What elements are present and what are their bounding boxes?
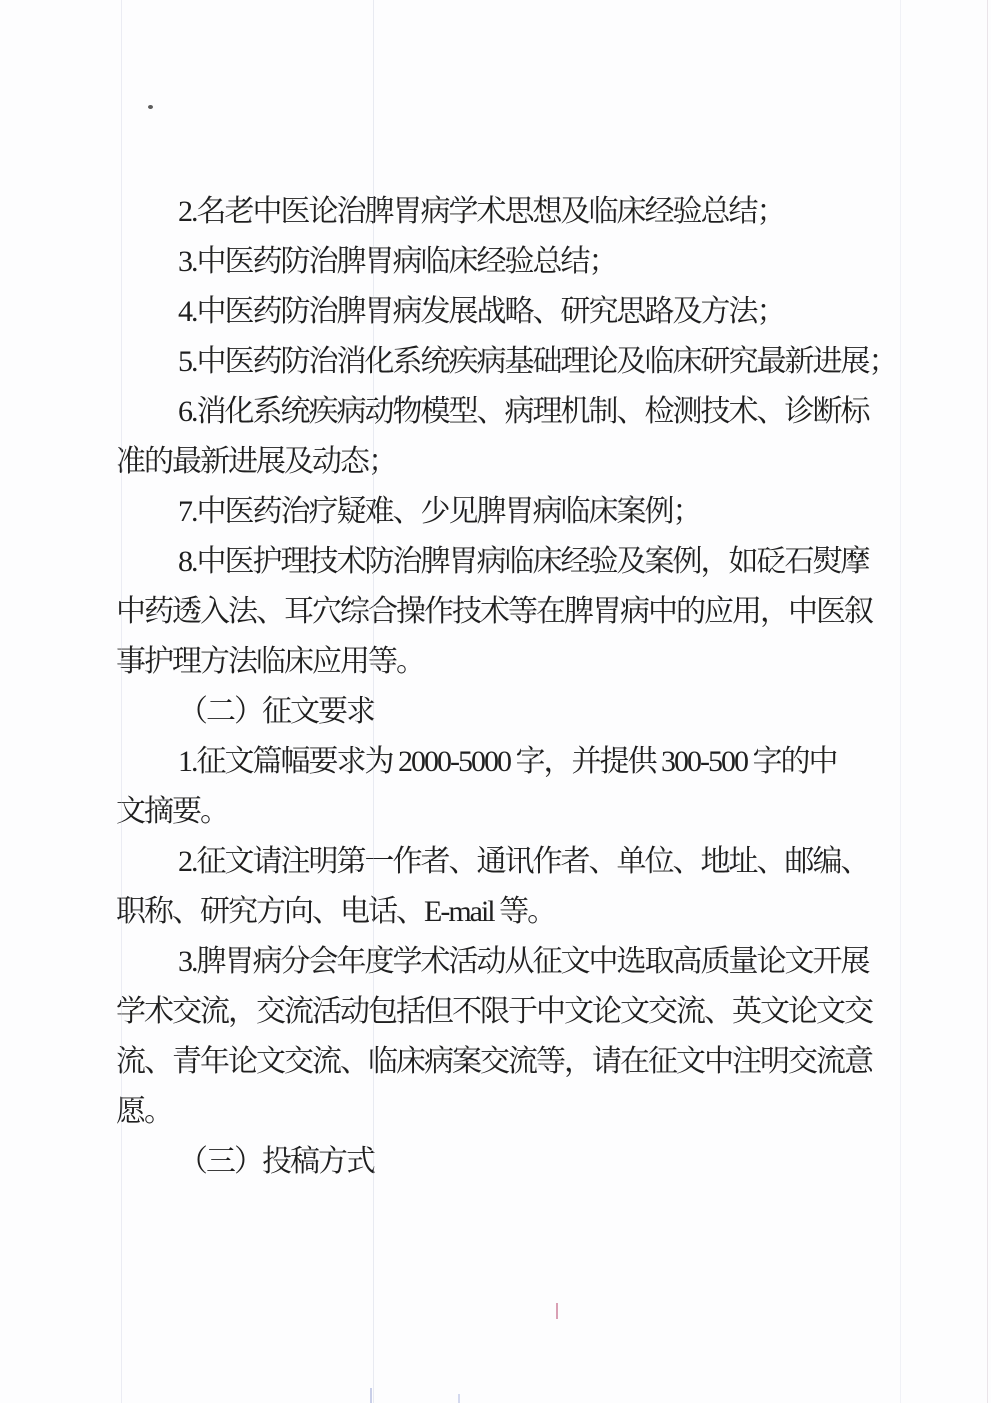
bottom-edge-tick	[458, 1394, 460, 1403]
text-line: 5.中医药防治消化系统疾病基础理论及临床研究最新进展；	[178, 345, 897, 378]
text-line: 文摘要。	[116, 795, 228, 828]
vertical-scan-line	[121, 0, 122, 1403]
text-line: 3.脾胃病分会年度学术活动从征文中选取高质量论文开展	[178, 945, 869, 978]
text-line: 6.消化系统疾病动物模型、病理机制、检测技术、诊断标	[178, 395, 869, 428]
pink-tick-mark	[556, 1303, 558, 1319]
text-line: 流、青年论文交流、临床病案交流等，请在征文中注明交流意	[116, 1045, 872, 1078]
text-line: （三）投稿方式	[178, 1145, 374, 1178]
vertical-scan-line	[900, 0, 901, 1403]
text-line: 准的最新进展及动态；	[116, 445, 396, 478]
text-line: 职称、研究方向、电话、E-mail 等。	[116, 895, 556, 928]
text-line: 学术交流，交流活动包括但不限于中文论文交流、英文论文交	[116, 995, 872, 1028]
text-line: （二）征文要求	[178, 695, 374, 728]
text-line: 事护理方法临床应用等。	[116, 645, 424, 678]
text-line: 8.中医护理技术防治脾胃病临床经验及案例，如砭石熨摩	[178, 545, 869, 578]
vertical-scan-line	[373, 0, 374, 1403]
ink-speck	[148, 105, 153, 109]
text-line: 4.中医药防治脾胃病发展战略、研究思路及方法；	[178, 295, 785, 328]
text-line: 1.征文篇幅要求为 2000-5000 字，并提供 300-500 字的中	[178, 745, 837, 778]
bottom-edge-tick	[370, 1388, 372, 1403]
text-line: 7.中医药治疗疑难、少见脾胃病临床案例；	[178, 495, 701, 528]
document-text-block	[116, 187, 897, 1187]
text-line: 中药透入法、耳穴综合操作技术等在脾胃病中的应用，中医叙	[116, 595, 872, 628]
text-line: 2.征文请注明第一作者、通讯作者、单位、地址、邮编、	[178, 845, 869, 878]
text-line: 愿。	[116, 1095, 172, 1128]
vertical-scan-line	[987, 0, 988, 1403]
text-line: 3.中医药防治脾胃病临床经验总结；	[178, 245, 617, 278]
text-line: 2.名老中医论治脾胃病学术思想及临床经验总结；	[178, 195, 785, 228]
